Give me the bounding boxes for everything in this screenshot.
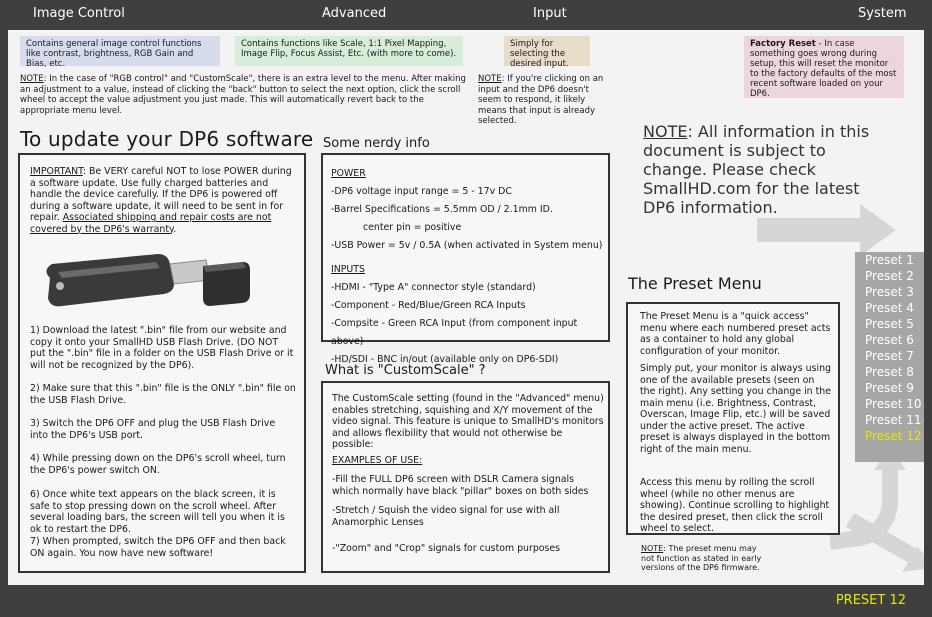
tab-advanced[interactable]: Advanced xyxy=(322,6,387,21)
important-text: : Be VERY careful NOT to lose POWER during a software update. Use fully charged batteries and handle the device carefully. If the DP6 is powered off during a software update, it will need to be sent in for repair. xyxy=(30,166,292,223)
preset-item[interactable]: Preset 1 xyxy=(865,253,914,267)
arrow-curve-icon xyxy=(830,460,930,580)
input-note-text: : If you're clicking on an input and the DP6 doesn't seem to respond, it likely means that input is already selected. xyxy=(478,74,604,126)
preset-item[interactable]: Preset 11 xyxy=(865,413,922,427)
usb-flash-drive-image xyxy=(38,250,278,316)
update-title: To update your DP6 software xyxy=(20,127,314,151)
preset-item[interactable]: Preset 10 xyxy=(865,397,922,411)
tab-input[interactable]: Input xyxy=(533,6,567,21)
arrow-up-shaft xyxy=(757,218,867,242)
advanced-description: Contains functions like Scale, 1:1 Pixel Mapping, Image Flip, Focus Assist, Etc. (with more to come). xyxy=(235,36,463,66)
step-4: 4) While pressing down on the DP6's scroll wheel, turn the DP6's power switch ON. xyxy=(30,453,286,476)
big-note xyxy=(643,122,888,217)
step-1: 1) Download the latest ".bin" file from our website and copy it onto your SmallHD USB Flash Drive. (DO NOT put the ".bin" file in a folder on the USB Flash Drive or it will not be recognized by the DP6). xyxy=(30,325,294,371)
active-preset-bar xyxy=(0,585,932,617)
rgb-note-text: : In the case of "RGB control" and "CustomScale", there is an extra level to the menu. After making an adjustment to a value, instead of clicking the "back" button to select the next option, click the scroll wheel to accept the value adjustment you just made. This will automatically revert back to the appropriate menu level. xyxy=(20,74,466,116)
preset-intro: The Preset Menu is a "quick access" menu where each numbered preset acts as a container to hold any global configuration of your monitor. xyxy=(640,311,831,357)
big-note-label: NOTE xyxy=(643,122,688,141)
nerdy-content xyxy=(331,165,607,369)
preset-item[interactable]: Preset 9 xyxy=(865,381,914,395)
arrow-right-icon xyxy=(860,204,900,256)
preset-item[interactable]: Preset 2 xyxy=(865,269,914,283)
input-sdi: -HD/SDI - BNC in/out (available only on DP6-SDI) xyxy=(331,354,559,365)
preset-note-label: NOTE xyxy=(641,544,664,553)
nerdy-title: Some nerdy info xyxy=(323,136,430,151)
preset-list xyxy=(855,252,924,462)
input-note xyxy=(478,74,608,127)
step-6: 6) Once white text appears on the black screen, it is safe to stop pressing down on the scroll wheel. After several loading bars, the screen will tell you when it is ok to restart the DP6. xyxy=(30,489,285,535)
big-note-text: : All information in this document is subject to change. Please check SmallHD.com for the latest DP6 information. xyxy=(643,122,870,217)
system-description xyxy=(744,36,904,98)
warranty-end: . xyxy=(173,223,177,235)
menu-tab-bar xyxy=(0,0,932,30)
step-7: 7) When prompted, switch the DP6 OFF and then back ON again. You now have new software! xyxy=(30,536,286,559)
input-description: Simply for selecting the desired input. xyxy=(504,36,590,66)
important-label: IMPORTANT xyxy=(30,166,83,177)
power-center-pin: center pin = positive xyxy=(363,222,462,233)
preset-note-text: : The preset menu may not function as stated in early versions of the DP6 firmware. xyxy=(641,544,762,572)
factory-reset-text: - In case something goes wrong during setup, this will reset the monitor to the factory defaults of the most recent software loaded on your DP6. xyxy=(750,39,897,99)
preset-item[interactable]: Preset 8 xyxy=(865,365,914,379)
preset-item[interactable]: Preset 4 xyxy=(865,301,914,315)
power-label: POWER xyxy=(331,168,366,179)
tab-image-control[interactable]: Image Control xyxy=(33,6,125,21)
power-barrel: -Barrel Specifications = 5.5mm OD / 2.1mm ID. xyxy=(331,204,553,215)
usb-drive-body xyxy=(46,254,174,306)
preset-item[interactable]: Preset 3 xyxy=(865,285,914,299)
active-preset-label: PRESET 12 xyxy=(835,593,906,608)
power-usb: -USB Power = 5v / 0.5A (when activated in System menu) xyxy=(331,240,603,251)
customscale-title: What is "CustomScale" ? xyxy=(325,363,486,378)
preset-item-active[interactable]: Preset 12 xyxy=(865,429,922,443)
preset-access: Access this menu by rolling the scroll wheel (while no other menus are showing). Continue scrolling to highlight the desired preset, then click the scroll wheel to select. xyxy=(640,477,830,534)
step-2: 2) Make sure that this ".bin" file is the ONLY ".bin" file on the USB Flash Drive. xyxy=(30,383,296,406)
preset-item[interactable]: Preset 7 xyxy=(865,349,914,363)
tab-system[interactable]: System xyxy=(858,6,907,21)
examples-label: EXAMPLES OF USE: xyxy=(332,455,423,466)
warranty-text: Associated shipping and repair costs are not covered by the DP6's warranty xyxy=(30,212,272,235)
input-component: -Component - Red/Blue/Green RCA Inputs xyxy=(331,300,526,311)
image-control-description: Contains general image control functions like contrast, brightness, RGB Gain and Bias, etc. xyxy=(20,36,220,66)
preset-item[interactable]: Preset 5 xyxy=(865,317,914,331)
preset-item[interactable]: Preset 6 xyxy=(865,333,914,347)
inputs-label: INPUTS xyxy=(331,264,365,275)
note-label: NOTE xyxy=(478,74,502,84)
usb-keyring-hole xyxy=(56,282,64,290)
input-hdmi: -HDMI - "Type A" connector style (standard) xyxy=(331,282,536,293)
example-1: -Fill the FULL DP6 screen with DSLR Camera signals which normally have black "pillar" boxes on both sides xyxy=(332,474,589,497)
factory-reset-label: Factory Reset xyxy=(750,39,816,49)
preset-menu-title: The Preset Menu xyxy=(628,274,762,293)
important-warning xyxy=(30,166,296,235)
example-2: -Stretch / Squish the video signal for use with all Anamorphic Lenses xyxy=(332,505,560,528)
customscale-body: The CustomScale setting (found in the "Advanced" menu) enables stretching, squishing and X/Y movement of the video signal. This feature is unique to SmallHD's monitors and allows flexibility that would not otherwise be possible: xyxy=(332,393,604,450)
rgb-note xyxy=(20,74,468,116)
note-label: NOTE xyxy=(20,74,44,84)
input-composite: -Compsite - Green RCA Input (from component input above) xyxy=(331,318,578,347)
example-3: -"Zoom" and "Crop" signals for custom purposes xyxy=(332,543,561,554)
preset-explanation: Simply put, your monitor is always using one of the available presets (seen on the right). Any setting you change in the main menu (i.e. Brightness, Contrast, Overscan, Image Flip, etc.) will be saved under the active preset. The active preset is always displayed in the bottom right of the main menu. xyxy=(640,363,831,455)
step-3: 3) Switch the DP6 OFF and plug the USB Flash Drive into the DP6's USB port. xyxy=(30,418,276,441)
power-voltage: -DP6 voltage input range = 5 - 17v DC xyxy=(331,186,512,197)
preset-note xyxy=(641,544,771,573)
